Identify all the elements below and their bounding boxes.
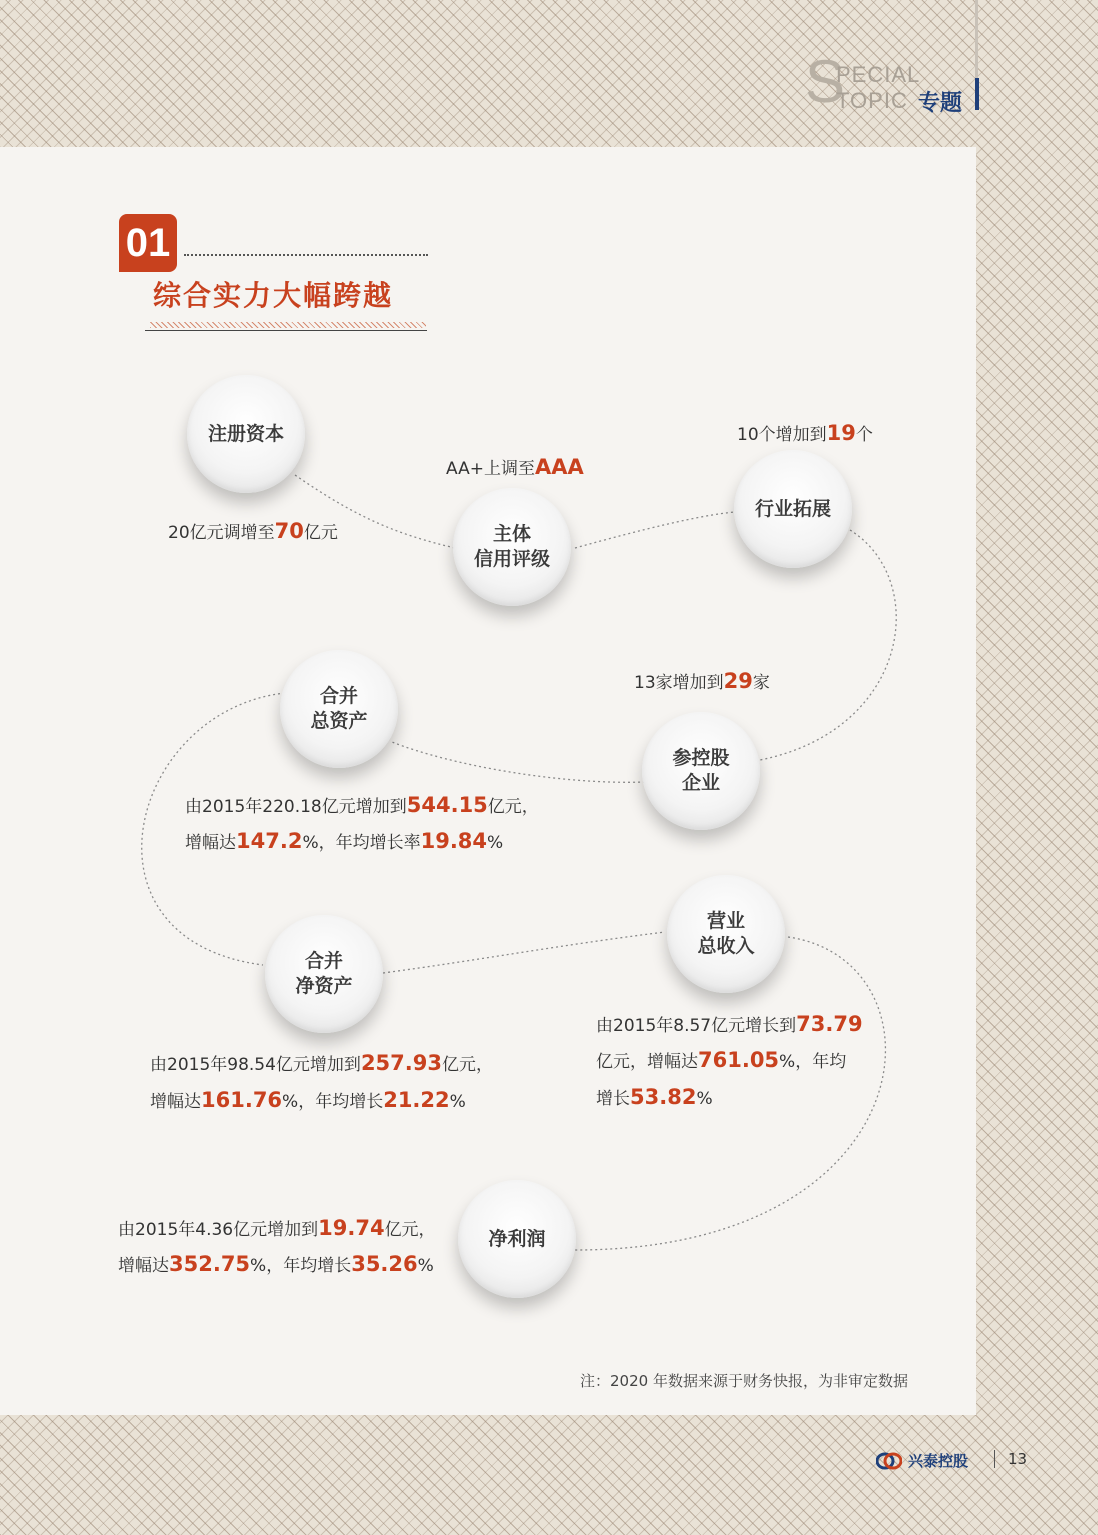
fact-text: %，年均 <box>779 1052 847 1072</box>
fact-text: % <box>449 1092 466 1112</box>
node-net-assets <box>265 915 383 1033</box>
fact-highlight: 19 <box>826 421 856 445</box>
fact-highlight: 53.82 <box>630 1085 697 1109</box>
fact-highlight: 257.93 <box>360 1051 442 1075</box>
fact-text: 10个增加到 <box>737 425 827 445</box>
fact-text: 家 <box>752 673 770 693</box>
node-industry <box>734 450 852 568</box>
node-total-assets <box>280 650 398 768</box>
header-topic: TOPIC <box>836 88 908 113</box>
fact-text: 13家增加到 <box>634 673 724 693</box>
fact-highlight: 73.79 <box>796 1012 863 1036</box>
fact-highlight: 19.84 <box>420 829 488 853</box>
fact-text: %，年均增长 <box>250 1256 352 1276</box>
node-label: 行业拓展 <box>754 497 831 520</box>
fact-industry <box>737 420 873 445</box>
header-zhuanti: 专题 <box>918 91 963 116</box>
node-holding <box>642 712 760 830</box>
node-label: 净利润 <box>488 1227 546 1250</box>
fact-highlight: 352.75 <box>169 1252 251 1276</box>
fact-revenue-line1 <box>596 1011 863 1036</box>
fact-highlight: 70 <box>274 519 304 543</box>
section-number: 01 <box>119 214 177 272</box>
company-name: 兴泰控股 <box>908 1452 969 1470</box>
fact-text: 增幅达 <box>185 833 236 853</box>
fact-highlight: 147.2 <box>236 829 303 853</box>
fact-text: 由2015年220.18亿元增加到 <box>185 797 407 817</box>
fact-text: 增幅达 <box>150 1092 201 1112</box>
fact-highlight: 761.05 <box>698 1048 780 1072</box>
fact-revenue-line3 <box>596 1084 713 1109</box>
fact-text: %，年均增长 <box>282 1092 384 1112</box>
fact-text: AA+上调至 <box>446 459 535 479</box>
fact-text: 20亿元调增至 <box>168 523 275 543</box>
header-big-s: S <box>805 48 846 115</box>
fact-highlight: 161.76 <box>201 1088 283 1112</box>
fact-text: 增长 <box>596 1089 630 1109</box>
node-label: 合并 总资产 <box>310 685 368 732</box>
node-label: 注册资本 <box>207 422 284 445</box>
fact-net-assets-line1 <box>150 1050 493 1075</box>
fact-registered-capital <box>168 518 338 543</box>
fact-highlight: 19.74 <box>318 1216 385 1240</box>
fact-net-profit-line1 <box>118 1215 436 1240</box>
page-divider <box>994 1450 995 1468</box>
fact-highlight: 29 <box>723 669 753 693</box>
node-label: 营业 总收入 <box>697 910 755 957</box>
footnote: 注：2020 年数据来源于财务快报，为非审定数据 <box>580 1372 908 1390</box>
fact-text: % <box>487 833 504 853</box>
fact-highlight: 35.26 <box>351 1252 418 1276</box>
node-registered-capital <box>187 375 305 493</box>
fact-text: 亿元， <box>384 1220 436 1240</box>
company-logo-icon <box>876 1452 902 1470</box>
fact-text: % <box>417 1256 434 1276</box>
fact-net-profit-line2 <box>118 1251 434 1276</box>
fact-revenue-line2 <box>596 1047 846 1072</box>
page-number: 13 <box>1008 1450 1028 1468</box>
fact-text: 亿元，增幅达 <box>596 1052 698 1072</box>
fact-net-assets-line2 <box>150 1087 466 1112</box>
fact-text: 亿元 <box>303 523 338 543</box>
fact-text: 由2015年8.57亿元增长到 <box>596 1016 797 1036</box>
fact-credit-rating <box>446 454 584 479</box>
fact-text: 亿元， <box>441 1055 493 1075</box>
fact-text: 由2015年98.54亿元增加到 <box>150 1055 361 1075</box>
fact-text: 增幅达 <box>118 1256 169 1276</box>
node-label: 主体 信用评级 <box>473 523 550 570</box>
section-title-hatch <box>150 322 426 328</box>
fact-text: 个 <box>855 425 873 445</box>
company-logo <box>876 1450 968 1471</box>
node-credit-rating <box>453 488 571 606</box>
section-title: 综合实力大幅跨越 <box>153 279 394 312</box>
fact-total-assets-line2 <box>185 828 503 853</box>
fact-text: % <box>696 1089 713 1109</box>
node-revenue <box>667 875 785 993</box>
fact-highlight: AAA <box>534 455 584 479</box>
fact-text: 由2015年4.36亿元增加到 <box>118 1220 319 1240</box>
node-label: 合并 净资产 <box>295 950 353 997</box>
fact-highlight: 21.22 <box>383 1088 450 1112</box>
fact-holding <box>634 668 770 693</box>
header-special: PECIAL <box>836 62 921 87</box>
fact-text: %，年均增长率 <box>302 833 421 853</box>
fact-highlight: 544.15 <box>406 793 488 817</box>
section-dotted-line <box>184 254 428 256</box>
fact-total-assets-line1 <box>185 792 539 817</box>
section-title-rule <box>145 330 427 331</box>
fact-text: 亿元， <box>487 797 539 817</box>
node-net-profit <box>458 1180 576 1298</box>
node-label: 参控股 企业 <box>672 747 730 794</box>
